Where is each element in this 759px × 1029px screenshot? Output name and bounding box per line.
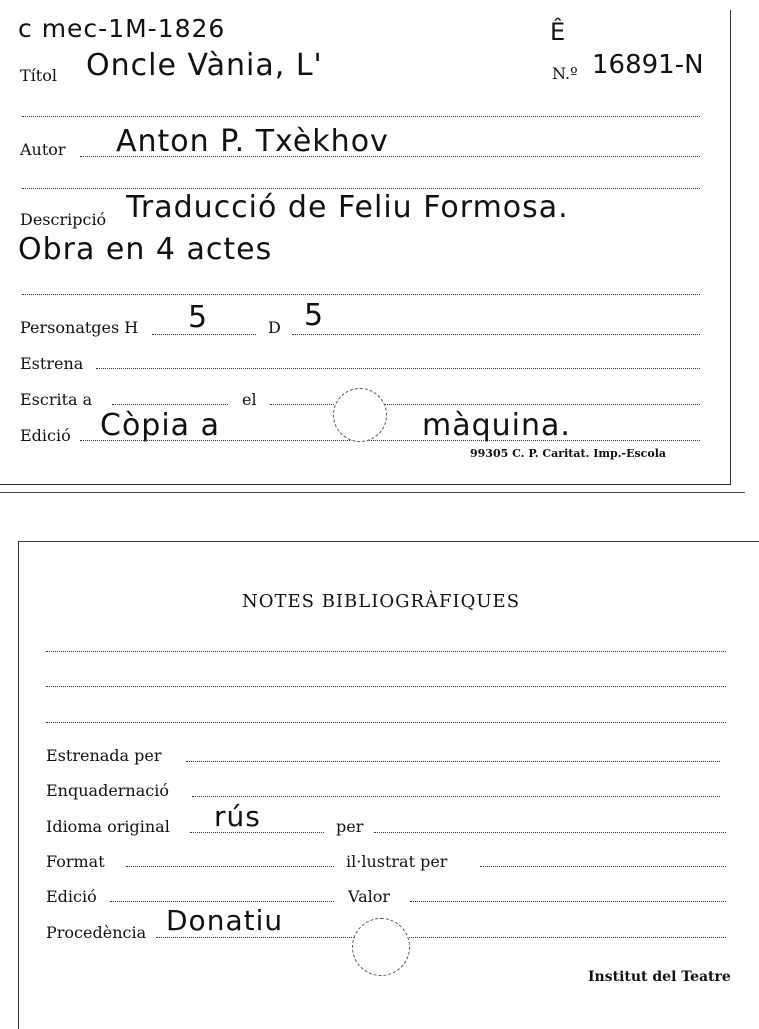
edicio-back-label: Edició: [46, 887, 97, 906]
enquadernacio-label: Enquadernació: [46, 781, 169, 800]
edicio-line: [80, 440, 700, 441]
punch-hole-back: [352, 918, 410, 976]
edicio-label: Edició: [20, 426, 71, 445]
valor-label: Valor: [348, 887, 391, 906]
personatges-d-label: D: [268, 318, 281, 337]
numero-label: N.º: [552, 64, 578, 83]
notes-line-3: [46, 722, 726, 723]
institution-name: Institut del Teatre: [588, 969, 731, 985]
edicio-value-2: màquina.: [422, 408, 571, 443]
titol-label: Títol: [20, 66, 57, 85]
estrena-line: [96, 368, 700, 369]
escrita-label: Escrita a: [20, 390, 93, 409]
enquadernacio-line: [192, 796, 720, 797]
personatges-d-value: 5: [304, 298, 325, 333]
edicio-back-line: [110, 901, 334, 902]
autor-value: Anton P. Txèkhov: [116, 124, 389, 159]
procedencia-value: Donatiu: [166, 904, 284, 937]
titol-extra-line: [22, 116, 700, 117]
descripcio-line-2: Obra en 4 actes: [18, 232, 273, 267]
notes-line-1: [46, 651, 726, 652]
idioma-label: Idioma original: [46, 817, 170, 836]
personatges-label: Personatges H: [20, 318, 139, 337]
accent-mark: Ê: [550, 18, 567, 46]
format-line: [126, 866, 334, 867]
notes-line-2: [46, 686, 726, 687]
descripcio-extra-line: [22, 294, 700, 295]
idioma-value: rús: [214, 800, 261, 833]
procedencia-label: Procedència: [46, 923, 147, 942]
page-divider: [0, 492, 745, 493]
per-label: per: [336, 817, 364, 836]
illustrat-label: il·lustrat per: [346, 852, 448, 871]
notes-heading: NOTES BIBLIOGRÀFIQUES: [242, 591, 521, 612]
autor-label: Autor: [20, 140, 66, 159]
illustrat-line: [480, 866, 726, 867]
escrita-line: [112, 404, 228, 405]
numero-value: 16891-N: [592, 50, 704, 80]
autor-extra-line: [22, 188, 700, 189]
reference-number: c mec-1M-1826: [18, 14, 226, 43]
estrenada-line: [186, 761, 720, 762]
edicio-value-1: Còpia a: [100, 408, 220, 443]
descripcio-label: Descripció: [20, 210, 107, 229]
titol-value: Oncle Vània, L': [86, 48, 323, 83]
punch-hole-front: [333, 388, 387, 442]
el-label: el: [242, 390, 257, 409]
estrenada-label: Estrenada per: [46, 746, 162, 765]
format-label: Format: [46, 852, 105, 871]
printer-imprint: 99305 C. P. Caritat. Imp.-Escola: [470, 447, 667, 460]
per-line: [374, 832, 726, 833]
descripcio-line-1: Traducció de Feliu Formosa.: [126, 190, 569, 225]
procedencia-line: [156, 937, 726, 938]
personatges-d-line: [292, 334, 700, 335]
personatges-h-value: 5: [188, 300, 209, 335]
estrena-label: Estrena: [20, 354, 84, 373]
valor-line: [410, 901, 726, 902]
